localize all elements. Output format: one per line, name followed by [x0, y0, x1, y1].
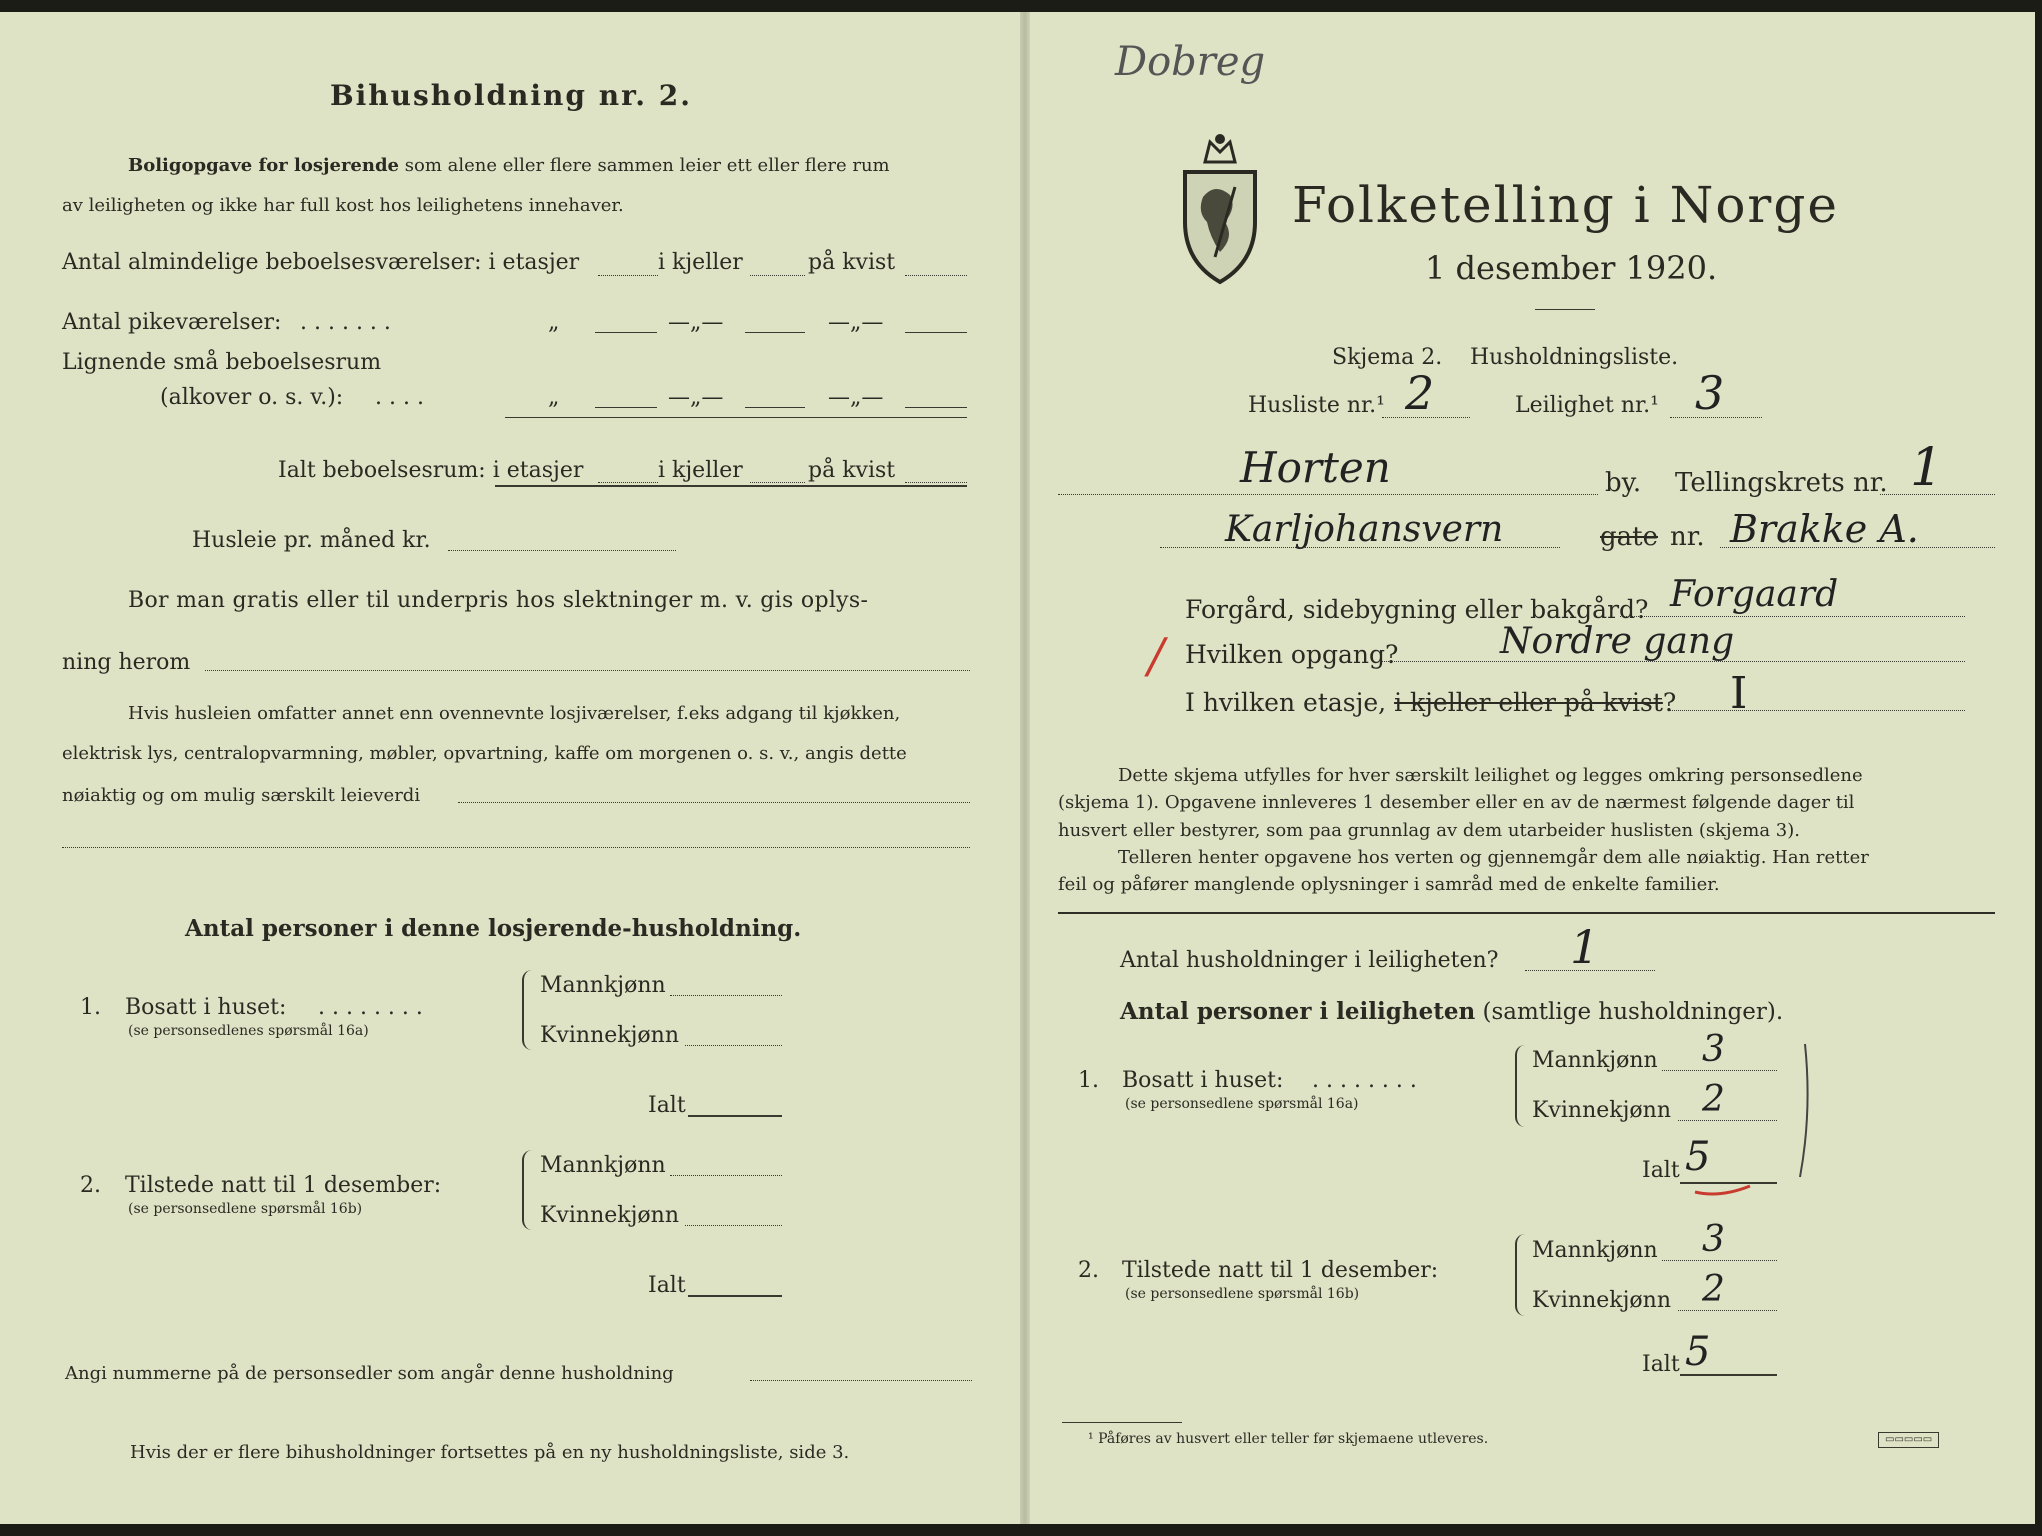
by-value[interactable]: Horten [1240, 443, 1391, 492]
left-q2-kvinne-field[interactable] [685, 1225, 782, 1226]
husliste-value[interactable]: 2 [1405, 366, 1435, 420]
rooms-kvist-field[interactable] [905, 275, 967, 276]
pike-ditto: „ [548, 310, 560, 335]
right-q1-brace [1515, 1045, 1531, 1127]
left-q1-dots: . . . . . . . . [318, 995, 423, 1020]
right-q2-ialt-label: Ialt [1642, 1352, 1680, 1377]
pike-label: Antal pikeværelser: [62, 310, 282, 335]
leilighet-value[interactable]: 3 [1695, 366, 1725, 420]
alkover-etasjer-field[interactable] [595, 407, 657, 408]
right-q2-mann-label: Mannkjønn [1532, 1238, 1658, 1263]
left-q1-ialt-label: Ialt [648, 1093, 686, 1118]
gate-value[interactable]: Karljohansvern [1225, 509, 1504, 550]
left-title: Bihusholdning nr. 2. [330, 79, 692, 112]
ialt-kjeller-field[interactable] [750, 482, 805, 483]
right-q2-brace [1515, 1234, 1531, 1316]
right-q2-label: Tilstede natt til 1 desember: [1122, 1258, 1439, 1283]
right-q1-num: 1. [1078, 1068, 1099, 1093]
intro-line2: av leiligheten og ikke har full kost hos leilighetens innehaver. [62, 195, 624, 216]
intro-bold: Boligopgave for losjerende [128, 155, 400, 176]
skjema-label: Skjema 2. [1332, 345, 1443, 370]
left-q1-mann-label: Mannkjønn [540, 973, 666, 998]
right-q1-label: Bosatt i huset: [1122, 1068, 1284, 1093]
right-q1-kvinne-label: Kvinnekjønn [1532, 1098, 1671, 1123]
husliste-label: Husliste nr.¹ [1248, 393, 1385, 418]
intro-rest: som alene eller flere sammen leier ett eller flere rum [404, 155, 890, 176]
krets-value[interactable]: 1 [1910, 438, 1944, 498]
alkover-ditto-kjeller: —„— [668, 385, 724, 410]
ialt-kjeller-label: i kjeller [658, 458, 743, 483]
pike-ditto-kjeller: —„— [668, 310, 724, 335]
coat-of-arms-icon [1175, 127, 1265, 287]
pike-etasjer-field[interactable] [595, 332, 657, 333]
left-q1-sub: (se personsedlenes spørsmål 16a) [128, 1023, 369, 1039]
antal-pers-title [1120, 1000, 1783, 1024]
bor-field[interactable] [205, 670, 970, 671]
right-q1-sub: (se personsedlene spørsmål 16a) [1125, 1096, 1359, 1112]
left-q1-label: Bosatt i huset: [125, 995, 287, 1020]
antal-pers-bold: Antal personer i leiligheten [1120, 998, 1476, 1025]
forgard-label: Forgård, sidebygning eller bakgård? [1185, 595, 1649, 624]
right-q1-ialt-value[interactable]: 5 [1685, 1134, 1711, 1180]
pike-kvist-field[interactable] [905, 332, 967, 333]
alkover-ditto: „ [548, 385, 560, 410]
rooms-kjeller-label: i kjeller [658, 250, 743, 275]
right-q1-mann-value[interactable]: 3 [1702, 1029, 1725, 1070]
right-q2-mann-value[interactable]: 3 [1702, 1219, 1725, 1260]
hvis-line3: nøiaktig og om mulig særskilt leieverdi [62, 785, 421, 806]
krets-label: Tellingskrets nr. [1675, 468, 1888, 498]
left-q1-kvinne-label: Kvinnekjønn [540, 1023, 679, 1048]
hvis-line2: elektrisk lys, centralopvarmning, møbler, opvartning, kaffe om morgenen o. s. v., angis dette [62, 743, 907, 764]
alkover-dots: . . . . [375, 385, 424, 410]
angi-field[interactable] [750, 1380, 972, 1381]
antal-hush-label: Antal husholdninger i leiligheten? [1120, 948, 1499, 973]
krets-field [1880, 494, 1995, 495]
alkover-label: (alkover o. s. v.): [160, 385, 344, 410]
printer-stamp: ▭▭▭▭▭ [1878, 1432, 1939, 1448]
husleie-label: Husleie pr. måned kr. [192, 528, 431, 553]
rooms-kjeller-field[interactable] [750, 275, 805, 276]
alkover-sum-rule [505, 417, 967, 418]
left-q2-ialt-field[interactable] [688, 1295, 782, 1297]
bor-line2: ning herom [62, 650, 191, 675]
left-q2-mann-label: Mannkjønn [540, 1153, 666, 1178]
gate-label: gate [1600, 522, 1658, 552]
leilighet-field [1670, 417, 1762, 418]
left-q2-brace [522, 1150, 538, 1230]
antal-hush-field [1525, 970, 1655, 971]
left-footer: Hvis der er flere bihusholdninger fortsettes på en ny husholdningsliste, side 3. [130, 1442, 850, 1463]
forgard-field [1620, 616, 1965, 617]
left-q2-label: Tilstede natt til 1 desember: [125, 1173, 442, 1198]
alkover-kvist-field[interactable] [905, 407, 967, 408]
forgard-value[interactable]: Forgaard [1670, 574, 1839, 615]
pike-ditto-kvist: —„— [828, 310, 884, 335]
husliste-field [1382, 417, 1470, 418]
left-q2-mann-field[interactable] [670, 1175, 782, 1176]
ialt-etasjer-field[interactable] [598, 482, 658, 483]
pike-dots: . . . . . . . [300, 310, 391, 335]
leieverdi-field-2[interactable] [62, 847, 970, 848]
teller-line1: Telleren henter opgavene hos verten og gjennemgår dem alle nøiaktig. Han retter [1118, 847, 1869, 868]
dette-line1: Dette skjema utfylles for hver særskilt leilighet og legges omkring personsedlene [1118, 765, 1863, 786]
rooms-label: Antal almindelige beboelsesværelser: i etasjer [62, 250, 580, 275]
footnote: ¹ Påføres av husvert eller teller før skjemaene utleveres. [1088, 1431, 1489, 1447]
intro-line1 [128, 157, 890, 175]
right-q2-mann-field [1662, 1260, 1777, 1261]
ialt-underline [495, 485, 967, 487]
right-q1-ialt-label: Ialt [1642, 1158, 1680, 1183]
left-q2-ialt-label: Ialt [648, 1273, 686, 1298]
right-title: Folketelling i Norge [1292, 176, 1839, 234]
left-page [0, 12, 1020, 1524]
right-q1-kvinne-field [1678, 1120, 1777, 1121]
ialt-kvist-label: på kvist [808, 458, 896, 483]
left-q1-brace [522, 970, 538, 1050]
etasje-label-struck: i kjeller eller på kvist [1394, 688, 1663, 717]
ialt-rooms-label: Ialt beboelsesrum: i etasjer [278, 458, 584, 483]
alkover-kjeller-field[interactable] [745, 407, 805, 408]
left-antal-title: Antal personer i denne losjerende-husholdning. [185, 915, 802, 942]
footnote-rule [1062, 1422, 1182, 1423]
by-label: by. [1605, 468, 1642, 498]
page-fold [1020, 12, 1030, 1524]
instructions-divider [1058, 912, 1995, 914]
opgang-label: Hvilken opgang? [1185, 640, 1399, 669]
rooms-etasjer-field[interactable] [598, 275, 658, 276]
right-date: 1 desember 1920. [1425, 249, 1718, 287]
hvis-line1: Hvis husleien omfatter annet enn ovennevnte losjiværelser, f.eks adgang til kjøkken, [128, 703, 901, 724]
husleie-field[interactable] [448, 550, 676, 551]
etasje-value[interactable]: I [1730, 668, 1748, 719]
right-q2-ialt-value[interactable]: 5 [1685, 1329, 1711, 1375]
etasje-label-q: ? [1662, 688, 1677, 717]
left-q1-kvinne-field[interactable] [685, 1045, 782, 1046]
by-field [1058, 494, 1598, 495]
left-q2-num: 2. [80, 1173, 101, 1198]
antal-hush-value[interactable]: 1 [1570, 920, 1600, 974]
leilighet-label: Leilighet nr.¹ [1515, 393, 1659, 418]
right-q2-kvinne-field [1678, 1310, 1777, 1311]
right-q2-ialt-field [1680, 1374, 1777, 1376]
alkover-ditto-kvist: —„— [828, 385, 884, 410]
red-check-mark-icon [1690, 1180, 1760, 1200]
right-q2-num: 2. [1078, 1258, 1099, 1283]
left-q1-mann-field[interactable] [670, 995, 782, 996]
etasje-field [1670, 710, 1965, 711]
opgang-value[interactable]: Nordre gang [1500, 621, 1735, 662]
right-q2-sub: (se personsedlene spørsmål 16b) [1125, 1286, 1360, 1302]
opgang-red-mark: / [1148, 628, 1165, 684]
antal-pers-rest: (samtlige husholdninger). [1482, 999, 1784, 1025]
title-divider [1535, 309, 1595, 310]
ialt-kvist-field[interactable] [905, 482, 967, 483]
skjema-value: Husholdningsliste. [1470, 345, 1679, 370]
gate-field [1160, 547, 1560, 548]
right-q1-mann-label: Mannkjønn [1532, 1048, 1658, 1073]
right-q1-mann-field [1662, 1070, 1777, 1071]
nr-value[interactable]: Brakke A. [1730, 507, 1919, 551]
etasje-label-a: I hvilken etasje, [1185, 688, 1387, 717]
etasje-label [1185, 690, 1676, 715]
lignende-label: Lignende små beboelsesrum [62, 350, 382, 375]
angi-label: Angi nummerne på de personsedler som angår denne husholdning [65, 1363, 674, 1384]
census-form-sheet [0, 12, 2035, 1524]
opgang-field [1380, 661, 1965, 662]
right-q2-kvinne-value[interactable]: 2 [1702, 1269, 1725, 1310]
teller-line2: feil og påfører manglende oplysninger i samråd med de enkelte familier. [1058, 874, 1720, 895]
left-q2-sub: (se personsedlene spørsmål 16b) [128, 1201, 363, 1217]
dette-line2: (skjema 1). Opgavene innleveres 1 desember eller en av de nærmest følgende dager til [1058, 792, 1855, 813]
right-page [1030, 12, 2035, 1524]
right-q1-dots: . . . . . . . . [1312, 1068, 1417, 1093]
right-q1-kvinne-value[interactable]: 2 [1702, 1079, 1725, 1120]
leieverdi-field[interactable] [458, 802, 970, 803]
left-q2-kvinne-label: Kvinnekjønn [540, 1203, 679, 1228]
dette-line3: husvert eller bestyrer, som paa grunnlag av dem utarbeider huslisten (skjema 3). [1058, 820, 1800, 841]
right-q2-kvinne-label: Kvinnekjønn [1532, 1288, 1671, 1313]
pencil-bracket-mark [1790, 1042, 1820, 1182]
nr-label: nr. [1670, 522, 1705, 552]
rooms-kvist-label: på kvist [808, 250, 896, 275]
left-q1-ialt-field[interactable] [688, 1115, 782, 1117]
left-q1-num: 1. [80, 995, 101, 1020]
pike-kjeller-field[interactable] [745, 332, 805, 333]
margin-note: Dobreg [1115, 39, 1266, 85]
nr-field [1720, 547, 1995, 548]
bor-line1: Bor man gratis eller til underpris hos slektninger m. v. gis oplys- [128, 588, 869, 613]
